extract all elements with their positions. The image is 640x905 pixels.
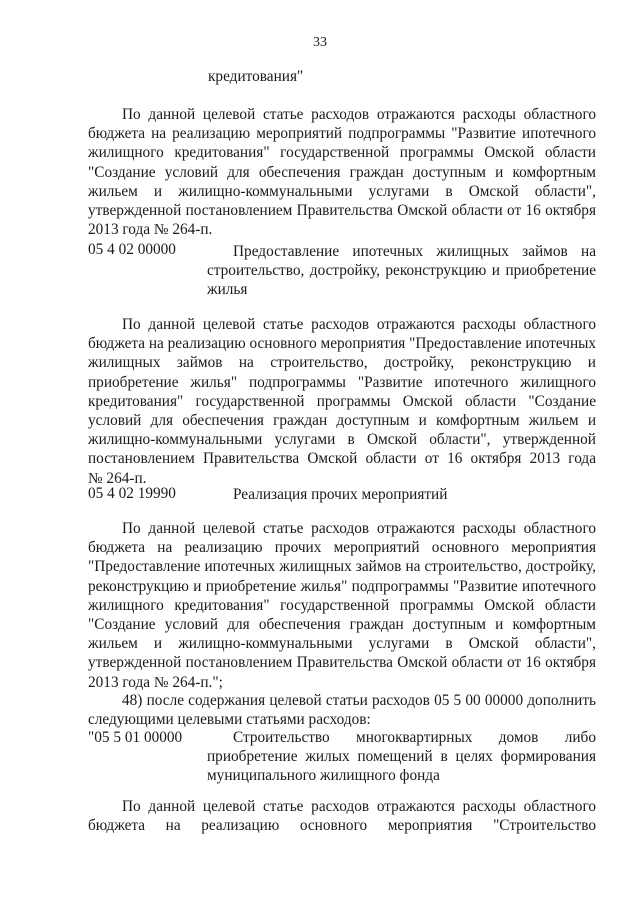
paragraph-line: реконструкцию и приобретение жилья" подпрограммы "Развитие ипотечного: [88, 577, 596, 595]
page-number: 33: [313, 35, 327, 50]
paragraph-3: [88, 519, 596, 692]
title-line: Строительство многоквартирных домов либо: [233, 729, 596, 746]
paragraph-line: По данной целевой статье расходов отражаются расходы областного: [122, 798, 596, 815]
paragraph-line: По данной целевой статье расходов отражаются расходы областного: [122, 520, 596, 537]
paragraph-line: жилищного кредитования" государственной программы Омской области: [88, 596, 596, 614]
budget-item-title-3: [207, 728, 596, 786]
paragraph-1: [88, 105, 596, 239]
paragraph-4: [88, 691, 596, 729]
title-line: муниципального жилищного фонда: [207, 767, 440, 785]
budget-code-3: "05 5 01 00000: [88, 729, 183, 746]
paragraph-line: жильем и жилищно-коммунальными услугами в Омской области",: [88, 635, 596, 653]
paragraph-2: [88, 315, 596, 488]
paragraph-line: 48) после содержания целевой статьи расходов 05 5 00 00000 дополнить: [122, 692, 596, 709]
title-line: приобретение жилых помещений в целях формирования: [207, 748, 596, 766]
intro-line: кредитования": [208, 68, 304, 85]
paragraph-line: По данной целевой статье расходов отражаются расходы областного: [122, 316, 596, 333]
paragraph-line: приобретение жилья" подпрограммы "Развитие ипотечного жилищного: [88, 373, 596, 391]
paragraph-line: "Создание условий для обеспечения граждан доступным и комфортным: [88, 163, 596, 181]
budget-item-title-2: [207, 485, 596, 504]
budget-code-2: 05 4 02 19990: [88, 485, 176, 502]
title-line: Реализация прочих мероприятий: [233, 486, 448, 503]
paragraph-line: жилищного кредитования" государственной программы Омской области: [88, 144, 596, 162]
paragraph-line: постановлением Правительства Омской области от 16 октября 2013 года: [88, 450, 596, 468]
paragraph-line: "Создание условий для обеспечения граждан доступным и комфортным: [88, 616, 596, 634]
paragraph-line: следующими целевыми статьями расходов:: [88, 711, 371, 729]
paragraph-line: бюджета на реализацию основного мероприятия "Строительство: [88, 817, 596, 835]
paragraph-line: По данной целевой статье расходов отражаются расходы областного: [122, 106, 596, 123]
paragraph-line: кредитования" государственной программы Омской области "Создание: [88, 392, 596, 410]
title-line: Предоставление ипотечных жилищных займов на: [233, 243, 596, 260]
paragraph-line: 2013 года № 264-п.: [88, 221, 213, 239]
paragraph-5: [88, 797, 596, 835]
paragraph-line: жилищных займов на строительство, достройку, реконструкцию и: [88, 354, 596, 372]
paragraph-line: бюджета на реализацию основного мероприятия "Предоставление ипотечных: [88, 335, 597, 353]
paragraph-line: бюджета на реализацию мероприятий подпрограммы "Развитие ипотечного: [88, 125, 596, 143]
paragraph-line: 2013 года № 264-п.";: [88, 673, 223, 691]
paragraph-line: условий для обеспечения граждан доступным и комфортным жильем и: [88, 412, 596, 430]
paragraph-line: жилищно-коммунальными услугами в Омской области", утвержденной: [88, 431, 596, 449]
paragraph-line: жильем и жилищно-коммунальными услугами в Омской области",: [88, 182, 596, 200]
paragraph-line: утвержденной постановлением Правительства Омской области от 16 октября: [88, 654, 596, 672]
title-line: строительство, достройку, реконструкцию и приобретение: [207, 262, 596, 280]
budget-item-title-1: [207, 242, 596, 300]
paragraph-line: № 264-п.: [88, 469, 147, 487]
title-line: жилья: [207, 281, 248, 299]
budget-code-1: 05 4 02 00000: [88, 241, 176, 258]
paragraph-line: утвержденной постановлением Правительства Омской области от 16 октября: [88, 202, 596, 220]
paragraph-line: бюджета на реализацию прочих мероприятий основного мероприятия: [88, 539, 596, 557]
paragraph-line: "Предоставление ипотечных жилищных займов на строительство, достройку,: [88, 558, 596, 576]
